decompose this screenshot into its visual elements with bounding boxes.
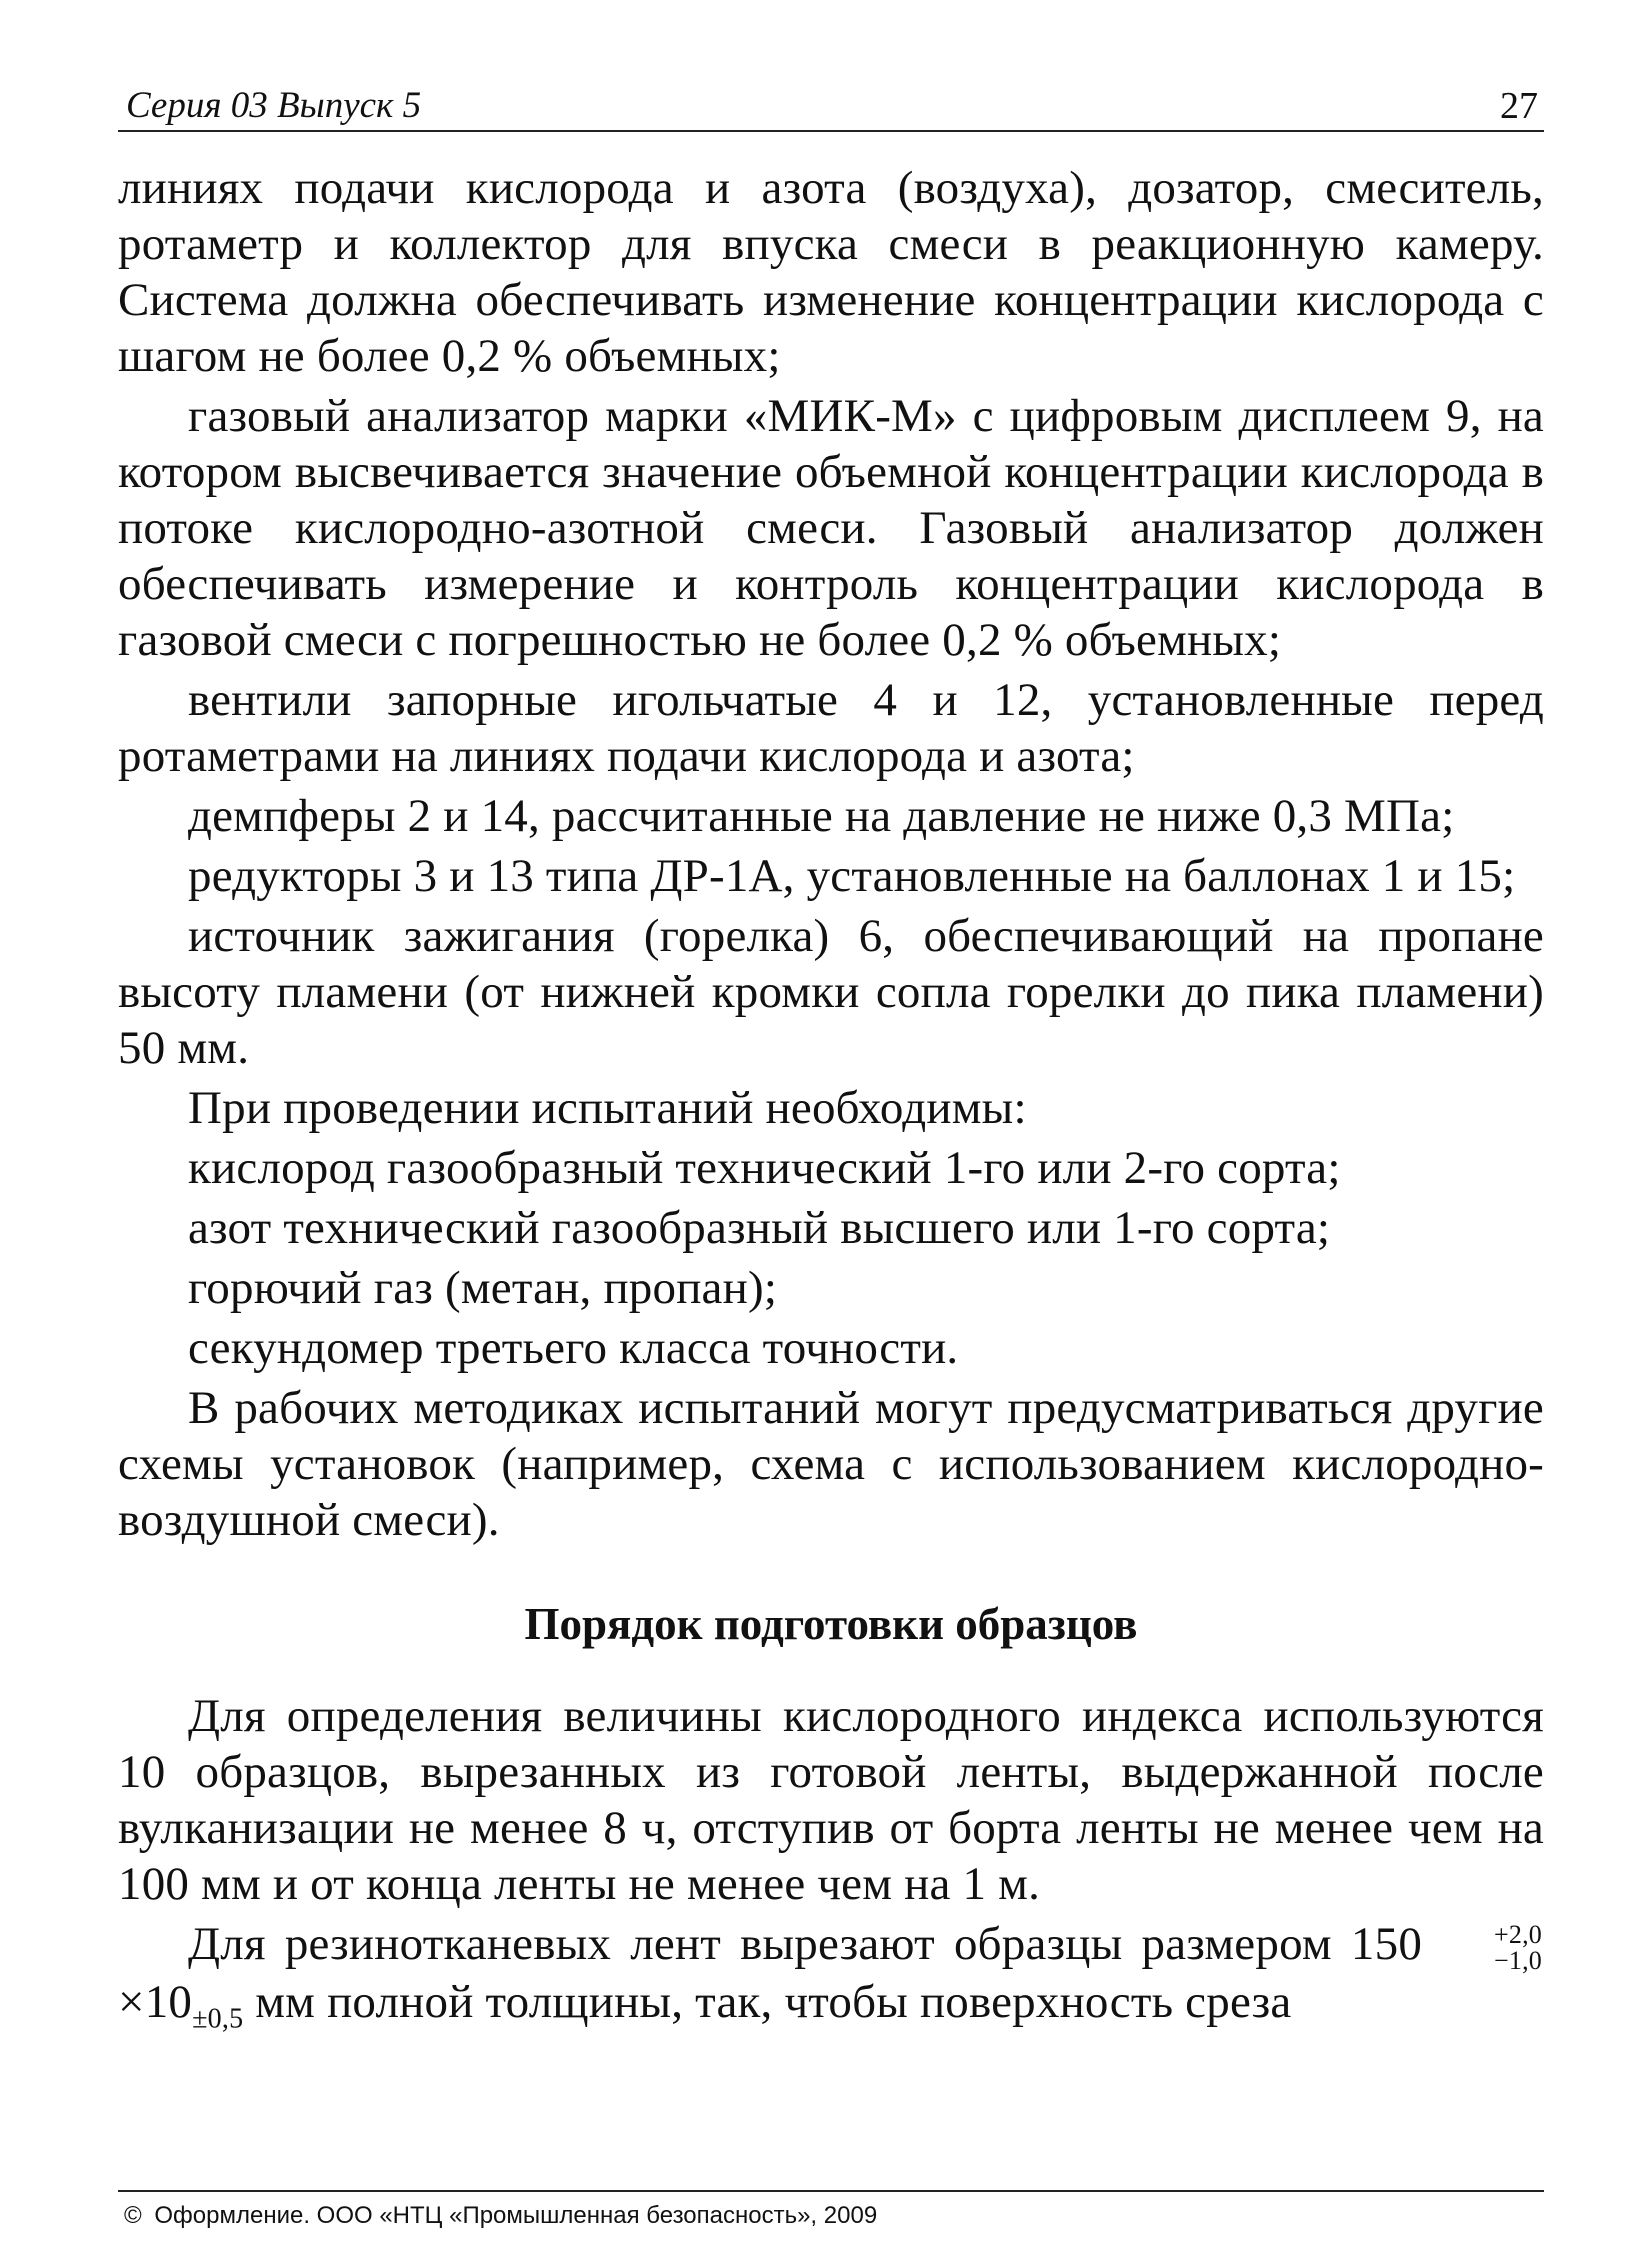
paragraph: секундомер третьего класса точности. <box>188 1322 959 1374</box>
dimension-tolerance <box>1424 1922 1542 1974</box>
paragraph: вентили запорные игольчатые 4 и 12, установленные перед ротаметрами на линиях подачи кислорода и азота; <box>118 674 1544 782</box>
paragraph: При проведении испытаний необходимы: <box>188 1082 1027 1134</box>
paragraph: В рабочих методиках испытаний могут предусматриваться другие схемы установок (например, схема с использованием кислородно-воздушной смеси). <box>118 1382 1544 1546</box>
paragraph: кислород газообразный технический 1-го или 2-го сорта; <box>188 1142 1341 1194</box>
dimension-value: 150 <box>1350 1918 1423 1970</box>
dimension-times: ×10 <box>118 1976 193 2029</box>
paragraph-dimensions <box>118 1916 1544 2048</box>
dimensions-rest: мм полной толщины, так, чтобы поверхность среза <box>255 1976 1292 2029</box>
paragraph: горючий газ (метан, пропан); <box>188 1262 778 1314</box>
page-number: 27 <box>1500 85 1538 127</box>
paragraph: источник зажигания (горелка) 6, обеспечивающий на пропане высоту пламени (от нижней кромки сопла горелки до пика пламени) 50 мм. <box>118 910 1544 1074</box>
page-header <box>118 82 1544 132</box>
footer-text: Оформление. ООО «НТЦ «Промышленная безопасность», 2009 <box>154 2202 878 2229</box>
paragraph: азот технический газообразный высшего или 1-го сорта; <box>188 1202 1331 1254</box>
series-label: Серия 03 Выпуск 5 <box>126 85 422 126</box>
dimension-tolerance-2: ±0,5 <box>192 2003 244 2035</box>
dimensions-intro: Для резинотканевых лент вырезают образцы размером <box>188 1918 1332 1970</box>
page-body <box>118 160 1544 2052</box>
tolerance-lower: −1,0 <box>1494 1946 1542 1976</box>
paragraph: редукторы 3 и 13 типа ДР-1А, установленные на баллонах 1 и 15; <box>188 850 1516 902</box>
paragraph: линиях подачи кислорода и азота (воздуха), дозатор, смеситель, ротаметр и коллектор для впуска смеси в реакционную камеру. Система должна обеспечивать изменение концентрации кислорода с шагом не более 0,2 % объемных; <box>118 162 1544 382</box>
paragraph: Для определения величины кислородного индекса используются 10 образцов, вырезанных из готовой ленты, выдержанной после вулканизации не менее 8 ч, отступив от борта ленты не менее чем на 100 мм и от конца ленты не менее чем на 1 м. <box>118 1690 1544 1910</box>
page-footer <box>118 2190 1544 2230</box>
paragraph: демпферы 2 и 14, рассчитанные на давление не ниже 0,3 МПа; <box>188 790 1455 842</box>
section-heading: Порядок подготовки образцов <box>524 1599 1138 1649</box>
copyright-icon: © <box>124 2202 142 2229</box>
paragraph: газовый анализатор марки «МИК-М» с цифровым дисплеем 9, на котором высвечивается значение объемной концентрации кислорода в потоке кислородно-азотной смеси. Газовый анализатор должен обеспечивать измерение и контроль концентрации кислорода в газовой смеси с погрешностью не более 0,2 % объемных; <box>118 390 1544 666</box>
tolerance-upper: +2,0 <box>1494 1920 1542 1950</box>
